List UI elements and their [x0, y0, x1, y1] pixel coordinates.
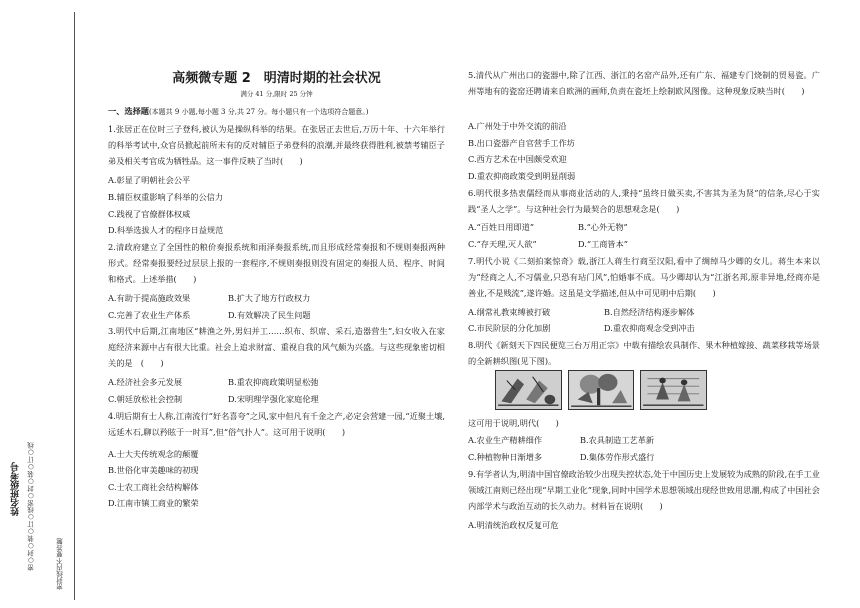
illustration-panel-tool-making: [495, 370, 562, 410]
question-6-option-b[interactable]: B.“心外无物”: [578, 222, 628, 232]
question-7-option-a[interactable]: A.纲常礼教束缚被打破: [468, 307, 551, 317]
question-5-option-a[interactable]: A.广州处于中外交流的前沿: [468, 121, 567, 131]
illustration-panel-grafting: [568, 370, 635, 410]
question-1-option-b[interactable]: B.辅臣权重影响了科举的公信力: [108, 192, 224, 202]
question-3-option-a[interactable]: A.经济社会多元发展: [108, 377, 183, 387]
question-9-option-a[interactable]: A.明清统治政权反复可危: [468, 520, 559, 530]
binding-line: [74, 12, 75, 600]
question-5-option-d[interactable]: D.重农抑商政策受到明显削弱: [468, 171, 576, 181]
illustration-panel-transplanting: [640, 370, 707, 410]
farming-illustration: [495, 370, 707, 410]
question-5-option-b[interactable]: B.出口瓷器产自官营手工作坊: [468, 138, 575, 148]
question-7-option-b[interactable]: B.自然经济结构逐步解体: [604, 307, 695, 317]
question-4-stem: 4.明后期有士人称,江南流行“好名喜夸”之风,家中但凡有千金之产,必定会营建一园,“近聚土壤,远延木石,聊以矜眩于一时耳”,但“俗气扑人”。这可用于说明( ): [108, 411, 445, 438]
question-5-stem: 5.清代从广州出口的瓷器中,除了江西、浙江的名窑产品外,还有广东、福建专门烧制的贸易瓷。广州等地有的瓷窑还聘请来自欧洲的画师,负责在瓷坯上绘制欧风图像。这种现象反映当时( ): [468, 70, 820, 97]
section-heading: [108, 103, 445, 120]
question-8-option-c[interactable]: C.种植物种日渐增多: [468, 452, 543, 462]
question-6-option-c[interactable]: C.“存天理,灭人欲”: [468, 239, 537, 249]
page-title: 高频微专题 2 明清时期的社会状况: [172, 71, 381, 86]
question-3-stem: 3.明代中后期,江南地区“耕渔之外,男妇并工……织布、织席、采石,造器营生”,妇女收入在家庭经济来源中占有很大比重。社会上追求财富、重视自我的风气颇为兴盛。与这些现象密切相关的是 ( ): [108, 326, 445, 369]
binding-name-label: 姓名班级考号: [11, 462, 21, 516]
binding-seal-line: 密○封○装○订○线密○封○装○订○线: [27, 442, 35, 571]
question-8-stem: 8.明代《新刻天下四民便览三台万用正宗》中载有描绘农具制作、果木种植嫁接、蔬菜移栽等场景的全新耕织图(见下图)。: [468, 340, 820, 367]
question-7-stem: 7.明代小说《二刻拍案惊奇》载,浙江人蒋生行商至汉阳,看中了绸绰马少卿的女儿。蒋生本来以为“经商之人,不习儒业,只恐有玷门风”,怕婚事不成。马少卿却认为“江浙名邦,原非异地,经商亦是善业,不是贱流”,遂许婚。这虽是文学描述,但从中可见明中后期( ): [468, 256, 820, 299]
question-8-option-a[interactable]: A.农业生产精耕细作: [468, 435, 543, 445]
question-8-after-text: 这可用于说明,明代( ): [468, 418, 559, 428]
question-4-option-d[interactable]: D.江南市镇工商业的繁荣: [108, 498, 199, 508]
question-2-option-b[interactable]: B.扩大了地方行政权力: [228, 293, 311, 303]
question-6-option-d[interactable]: D.“工商皆本”: [578, 239, 628, 249]
question-4-option-a[interactable]: A.士大夫传统观念的颠覆: [108, 449, 199, 459]
section-label: 一、选择题: [108, 106, 149, 116]
exam-meta: 满分 41 分,限时 25 分钟: [240, 90, 313, 98]
question-2-option-a[interactable]: A.有助于提高施政效果: [108, 293, 191, 303]
question-1-stem: 1.张居正在位时三子登科,被认为是操纵科举的结果。在张居正去世后,万历十年、十六年举行的科举考试中,众官员掀起前所未有的反对辅臣子弟登科的浪潮,并最终获得胜利,被禁考辅臣子弟及相关考官成为牺牲品。这一事件反映了当时( ): [108, 124, 445, 167]
question-9-stem: 9.有学者认为,明清中国官僚政治较少出现失控状态,处于中国历史上发展较为成熟的阶段,在手工业领域江南则已经出现“早期工业化”现象,同时中国学术思想领域出现经世致用思潮,构成了中国社会内部学术与政治互动的长久动力。材料旨在说明( ): [468, 469, 820, 512]
question-5-option-c[interactable]: C.西方艺术在中国颇受欢迎: [468, 154, 567, 164]
question-1-option-c[interactable]: C.践视了官僚群体权威: [108, 209, 191, 219]
question-3-option-d[interactable]: D.宋明理学强化家庭伦理: [228, 394, 319, 404]
question-8-option-d[interactable]: D.集体劳作形式盛行: [580, 452, 655, 462]
question-6-option-a[interactable]: A.“百姓日用即道”: [468, 222, 535, 232]
binding-warning: 密封线内不要答题: [56, 538, 64, 590]
question-6-stem: 6.明代很多热衷儒经而从事商业活动的人,秉持“虽终日做买卖,不害其为圣为贤”的信条,尽心于实践“圣人之学”。与这种社会行为最契合的思想观念是( ): [468, 188, 820, 215]
question-3-option-c[interactable]: C.朝廷放松社会控制: [108, 394, 183, 404]
section-instructions: (本题共 9 小题,每小题 3 分,共 27 分。每小题只有一个选项符合题意。): [148, 108, 369, 116]
question-4-option-c[interactable]: C.士农工商社会结构解体: [108, 482, 199, 492]
question-2-stem: 2.清政府建立了全国性的粮价奏报系统和雨泽奏报系统,而且形成经常奏报和不规则奏报两种形式。经常奏报要经过层层上报的一套程序,不规则奏报则没有固定的奏报人员、程序、时间和格式。上述举措( ): [108, 242, 445, 285]
question-2-option-d[interactable]: D.有效解决了民生问题: [228, 310, 311, 320]
question-2-option-c[interactable]: C.完善了农业生产体系: [108, 310, 191, 320]
question-8-option-b[interactable]: B.农具制造工艺革新: [580, 435, 655, 445]
question-7-option-d[interactable]: D.重农抑商观念受到冲击: [604, 323, 695, 333]
question-1-option-d[interactable]: D.科举选拔人才的程序日益规范: [108, 225, 224, 235]
question-3-option-b[interactable]: B.重农抑商政策明显松弛: [228, 377, 319, 387]
question-4-option-b[interactable]: B.世俗化审美趣味的初现: [108, 465, 199, 475]
question-1-option-a[interactable]: A.彰显了明朝社会公平: [108, 175, 191, 185]
question-7-option-c[interactable]: C.市民阶层的分化加剧: [468, 323, 551, 333]
